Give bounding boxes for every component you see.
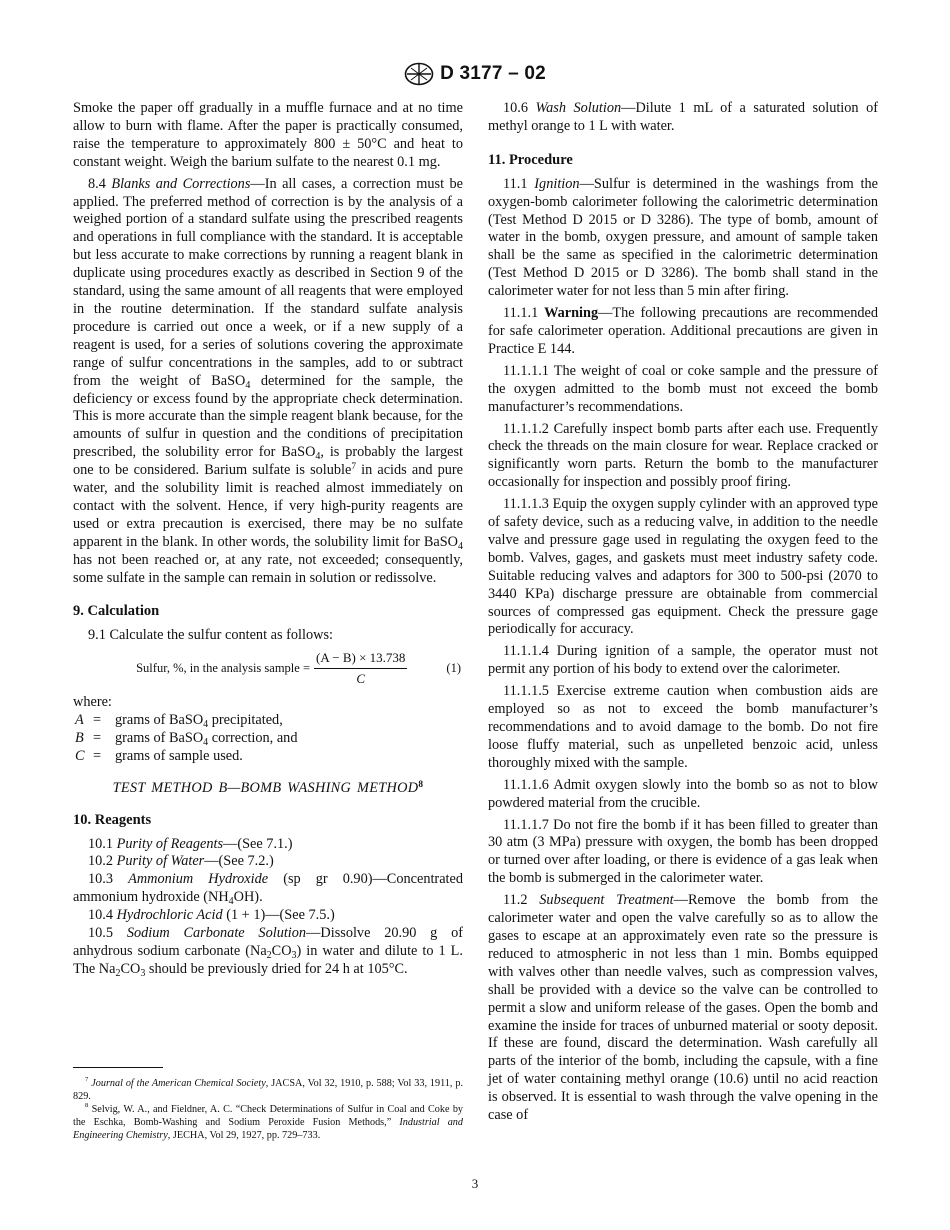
equation-number: (1) [446, 660, 461, 675]
paragraph-11-1-1: 11.1.1 Warning—The following precautions are recommended for safe calorimeter operation. Additional precautions are given in Practice E 144. [488, 305, 878, 357]
paragraph-11-1-1-1: 11.1.1.1 The weight of coal or coke sample and the pressure of the oxygen admitted to the bomb must not exceed the bomb manufacturer’s recommendations. [488, 362, 878, 415]
page-number: 3 [471, 1176, 479, 1191]
formula-lead: Sulfur, %, in the analysis sample = [136, 660, 310, 675]
formula-denominator: C [356, 671, 366, 687]
page-header [0, 62, 950, 91]
paragraph-9-1: 9.1 Calculate the sulfur content as follows: [88, 627, 333, 644]
footnote-7: $^7$ Journal of the American Chemical Society, JACSA, Vol 32, 1910, p. 588; Vol 33, 1911, p. 829. [73, 1076, 464, 1102]
paragraph-10-4: 10.4 Hydrochloric Acid (1 + 1)—(See 7.5.) [88, 907, 335, 924]
variable-row: A = grams of BaSO$_4$ precipitated, [75, 712, 283, 730]
paragraph-11-1-1-7: 11.1.1.7 Do not fire the bomb if it has been filled to greater than 30 atm (3 MPa) pressure with oxygen, the bomb has been dropped or turned over after loading, or there is evidence of a gas leak when the bomb is submerged in the calorimeter water. [488, 816, 878, 887]
variable-definitions [73, 712, 463, 766]
left-column [73, 100, 463, 979]
paragraph-11-2: 11.2 Subsequent Treatment—Remove the bomb from the calorimeter water and open the valve carefully so as to allow the gases to escape at an approximately even rate so the pressure is reduced to atmospheric in not less than 1 min. Bombs equipped with valves other than needle valves, such as compression valves, shall be provided with a device so the valve can be controlled to permit a slow and uniform release of the gases. Open the bomb and examine the inside for traces of unburned material or sooty deposit. If these are found, discard the determination. Wash carefully all parts of the interior of the bomb, including the capsule, with a fine jet of water containing methyl orange (10.6) until no acid reaction is observed. It is essential to wash through the valve opening in the case of [488, 892, 878, 1124]
astm-logo-icon [404, 62, 434, 86]
paragraph-11-1-1-2: 11.1.1.2 Carefully inspect bomb parts after each use. Frequently check the threads on the main closure for wear. Replace cracked or significantly worn parts. Return the bomb to the manufacturer occasionally for inspection and possibly proof firing. [488, 420, 878, 491]
paragraph-10-3: 10.3 Ammonium Hydroxide (sp gr 0.90)—Concentrated ammonium hydroxide $(NH_4OH)$. [73, 871, 464, 908]
document-id: D 3177 – 02 [440, 63, 546, 84]
paragraph-10-2: 10.2 Purity of Water—(See 7.2.) [88, 853, 274, 870]
paragraph-11-1-1-5: 11.1.1.5 Exercise extreme caution when combustion aids are employed so as not to exceed the bomb manufacturer’s recommendations and to avoid damage to the bomb. Do not fire loose fluffy material, such as unpelleted benzoic acid, unless thoroughly mixed with the sample. [488, 683, 878, 771]
paragraph-8-4: 8.4 Blanks and Corrections—In all cases, a correction must be applied. The preferred method of correction is by the analysis of a weighed portion of a standard sulfate using the prescribed reagents and operations in full compliance with the standard. It is acceptable but less accurate to make corrections by running a reagent blank in duplicate using procedures exactly as described in Section 9 of the standard, using the same amount of all reagents that were employed in the routine determination. If the standard sulfate analysis procedure is carried out once a week, or if a new supply of a reagent is used, for a series of solutions covering the approximate range of sulfur concentrations in the samples, add to or subtract from the weight of BaSO$_4$ determined for the sample, the deficiency or excess found by the appropriate check determination. This is more accurate than the simple reagent blank because, for the amounts of sulfur in question and the conditions of precipitation prescribed, the solubility error for BaSO$_4$, is probably the largest one to be considered. Barium sulfate is soluble$^7$ in acids and pure water, and the solubility limit is reached almost immediately on contact with the solvent. Hence, if very high-purity reagents are used or extra precaution is exercised, there may be no sulfate apparent in the blank. In other words, the solubility limit for BaSO$_4$ has not been reached or, at any rate, not exceeded; consequently, some sulfate in the sample can remain in solution or redissolve. [73, 175, 464, 586]
paragraph-10-1: 10.1 Purity of Reagents—(See 7.1.) [88, 835, 293, 852]
paragraph-11-1: 11.1 Ignition—Sulfur is determined in the washings from the oxygen-bomb calorimeter following the calorimetric determination (Test Method D 2015 or D 3286). The type of bomb, amount of water in the bomb, oxygen pressure, and amount of sample taken shall be the same as specified in the calorimetric determination (Test Method D 2015 or D 3286). The bomb shall stand in the calorimeter water for not less than 5 min after firing. [488, 175, 879, 300]
paragraph-10-6: 10.6 Wash Solution—Dilute 1 mL of a saturated solution of methyl orange to 1 L with water. [488, 100, 878, 134]
test-method-b-heading: TEST METHOD B—BOMB WASHING METHOD$^8$ [112, 779, 424, 796]
paragraph-11-1-1-3: 11.1.1.3 Equip the oxygen supply cylinder with an approved type of safety device, such as a reducing valve, in addition to the needle valve and pressure gage used in regulating the oxygen feed to the bomb. Valves, gages, and gaskets must meet industry safety code. Suitable reducing valves and adaptors for 300 to 500-psi (2070 to 3440 KPa) discharge pressure are obtainable from commercial sources of compressed gas equipment. Check the pressure gage periodically for accuracy. [488, 496, 878, 638]
paragraph-8-3-continued: Smoke the paper off gradually in a muffle furnace and at no time allow to burn with flame. After the paper is practically consumed, raise the temperature to approximately 800 ± 50°C and heat to constant weight. Weigh the barium sulfate to the nearest 0.1 mg. [73, 100, 463, 170]
formula-fraction [314, 649, 407, 688]
footnotes [73, 1077, 463, 1142]
section-11-heading: 11. Procedure [488, 151, 573, 168]
paragraph-11-1-1-4: 11.1.1.4 During ignition of a sample, the operator must not permit any portion of his body to extend over the calorimeter. [488, 643, 878, 678]
paragraph-10-5: 10.5 Sodium Carbonate Solution—Dissolve 20.90 g of anhydrous sodium carbonate $(Na_2CO_3)$ in water and dilute to 1 L. The $Na_2CO_3$ should be previously dried for 24 h at 105°C. [73, 925, 463, 979]
section-9-heading: 9. Calculation [73, 603, 160, 620]
paragraph-11-1-1-6: 11.1.1.6 Admit oxygen slowly into the bomb so as not to blow powdered material from the crucible. [488, 776, 878, 811]
formula-numerator: (A − B) × 13.738 [314, 649, 407, 669]
variable-row: B = grams of BaSO$_4$ correction, and [75, 729, 298, 748]
right-column [488, 100, 878, 1125]
where-label: where: [73, 694, 112, 711]
footnote-divider [73, 1067, 163, 1068]
variable-row: C = grams of sample used. [75, 747, 243, 764]
section-10-heading: 10. Reagents [73, 811, 152, 828]
sulfur-formula [73, 649, 463, 688]
footnote-8: $^8$ Selvig, W. A., and Fieldner, A. C. “Check Determinations of Sulfur in Coal and Coke by the Eschka, Bomb-Washing and Sodium Peroxide Fusion Methods,” Industrial and Engineering Chemistry, JECHA, Vol 29, 1927, pp. 729–733. [73, 1102, 464, 1141]
